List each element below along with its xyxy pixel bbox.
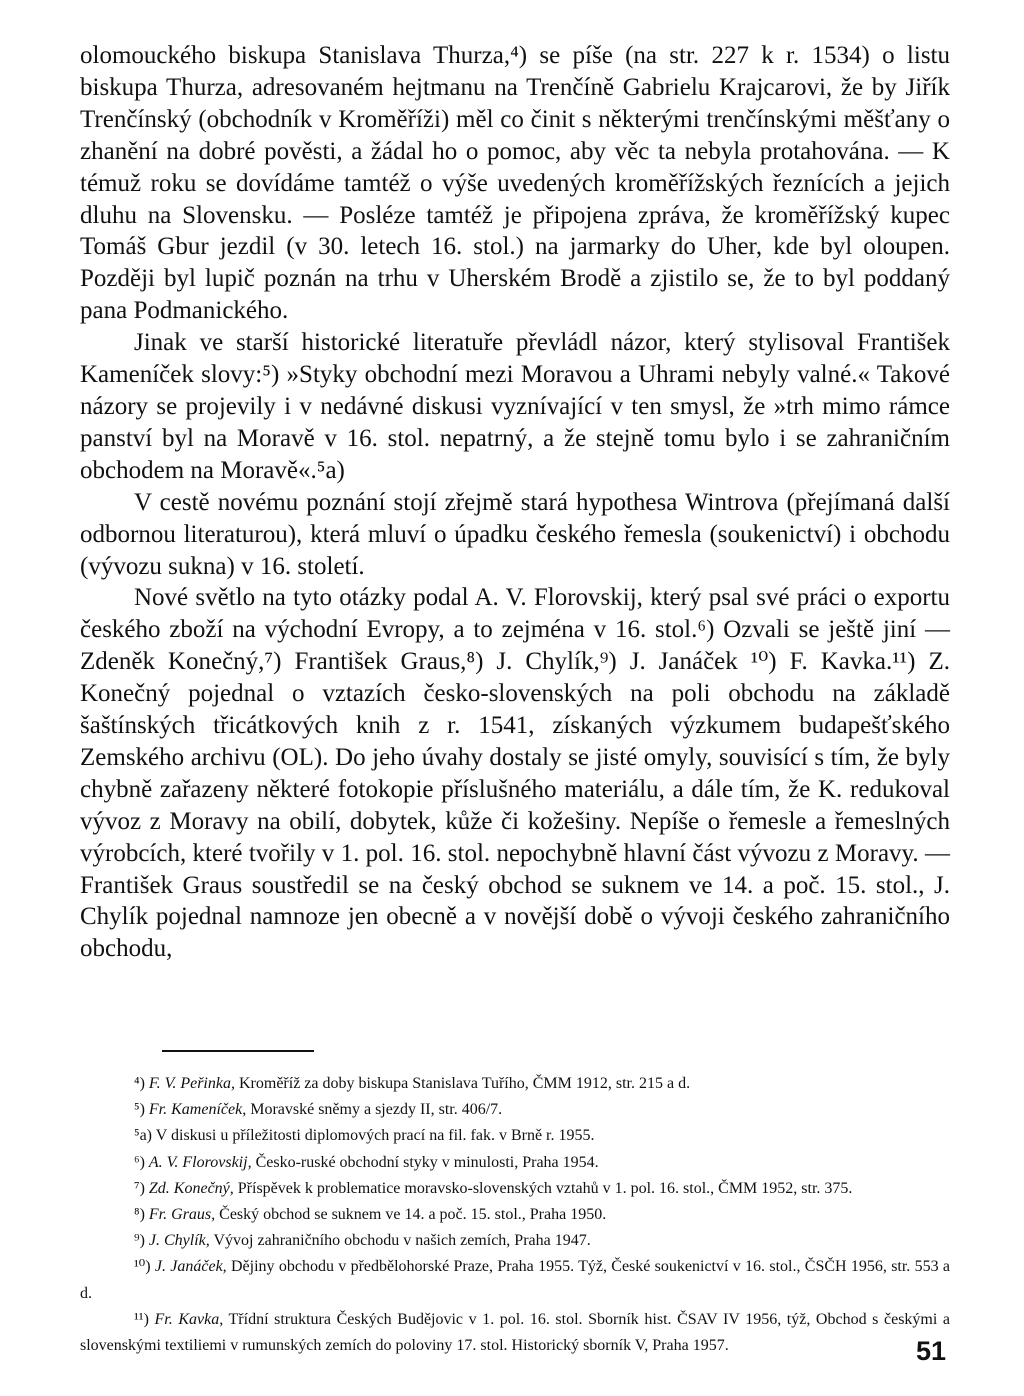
footnote-7 — [80, 1176, 950, 1202]
paragraph-1: olomouckého biskupa Stanislava Thurza,⁴) se píše (na str. 227 k r. 1534) o listu biskupa Thurza, adresovaném hejtmanu na Trenčíně Gabrielu Krajcarovi, že by Jiřík Trenčínský (obchodník v Kroměříži) měl co činit s některými trenčínskými měšťany o zhanění na dobré pověsti, a žádal ho o pomoc, aby věc ta nebyla protahována. — K témuž roku se dovídáme tamtéž o výše uvedených kroměřížských řeznících a jejich dluhu na Slovensku. — Posléze tamtéž je připojena zpráva, že kroměřížský kupec Tomáš Gbur jezdil (v 30. letech 16. stol.) na jarmarky do Uher, kde byl oloupen. Později byl lupič poznán na trhu v Uherském Brodě a zjistilo se, že to byl poddaný pana Podmanického. — [80, 42, 950, 325]
footnote-text: Česko-ruské obchodní styky v minulosti, Praha 1954. — [255, 1153, 599, 1171]
footnote-number: ⁶) — [134, 1153, 145, 1171]
footnote-number: ¹⁰) — [134, 1258, 151, 1276]
footnote-number: ⁸) — [134, 1206, 145, 1224]
footnote-9 — [80, 1228, 950, 1254]
footnote-number: ⁵a) — [134, 1127, 153, 1145]
body-text — [80, 40, 950, 965]
footnote-text: Kroměříž za doby biskupa Stanislava Tuřího, ČMM 1912, str. 215 a d. — [238, 1075, 691, 1092]
footnote-text: Příspěvek k problematice moravsko-slovenských vztahů v 1. pol. 16. stol., ČMM 1952, str. 375. — [237, 1179, 853, 1197]
footnote-4 — [80, 1071, 950, 1097]
footnote-author: A. V. Florovskij, — [148, 1153, 252, 1171]
footnote-8 — [80, 1202, 950, 1228]
paragraph-3: V cestě novému poznání stojí zřejmě stará hypothesa Wintrova (přejímaná další odbornou literaturou), která mluví o úpadku českého řemesla (soukenictví) i obchodu (vývozu sukna) v 16. století. — [80, 488, 950, 580]
footnote-text: Třídní struktura Českých Budějovic v 1. pol. 16. stol. Sborník hist. ČSAV IV 1956, týž, Obchod s českými a slovenskými textiliemi v rumunských zemích do poloviny 17. stol. Historický sborník V, Praha 1957. — [80, 1310, 951, 1355]
footnote-author: Fr. Graus, — [148, 1206, 216, 1224]
footnote-6 — [80, 1150, 950, 1176]
footnote-11 — [80, 1307, 950, 1359]
page-number: 51 — [915, 1336, 946, 1366]
footnote-text: Vývoj zahraničního obchodu v našich zemích, Praha 1947. — [213, 1232, 591, 1250]
paragraph-4: Nové světlo na tyto otázky podal A. V. Florovskij, který psal své práci o exportu českého zboží na východní Evropy, a to zejména v 16. stol.⁶) Ozvali se ještě jiní — Zdeněk Konečný,⁷) František Graus,⁸) J. Chylík,⁹) J. Janáček ¹⁰) F. Kavka.¹¹) Z. Konečný pojednal o vztazích česko-slovenských na poli obchodu na základě šaštínských třicátkových knih z r. 1541, získaných výzkumem budapešťského Zemského archivu (OL). Do jeho úvahy dostaly se jisté omyly, souvisící s tím, že byly chybně zařazeny některé fotokopie příslušného materiálu, a dále tím, že K. redukoval vývoz z Moravy na obilí, dobytek, kůže či kožešiny. Nepíše o řemesle a řemeslných výrobcích, které tvořily v 1. pol. 16. stol. nepochybně hlavní část vývozu z Moravy. — František Graus soustředil se na český obchod se suknem ve 14. a poč. 15. stol., J. Chylík pojednal namnoze jen obecně a v novější době o vývoji českého zahraničního obchodu, — [80, 584, 950, 963]
footnote-number: ¹¹) — [134, 1310, 149, 1328]
footnote-number: ⁵) — [134, 1101, 145, 1119]
footnote-author: F. V. Peřinka, — [148, 1075, 235, 1092]
footnote-author: Zd. Konečný, — [148, 1179, 234, 1197]
footnote-author: Fr. Kameníček, — [148, 1101, 247, 1119]
footnote-author: Fr. Kavka, — [154, 1310, 224, 1328]
footnote-number: ⁴) — [134, 1075, 145, 1092]
footnote-author: J. Chylík, — [148, 1232, 210, 1250]
footnote-number: ⁷) — [134, 1179, 145, 1197]
footnote-5a — [80, 1123, 950, 1149]
footnote-text: Dějiny obchodu v předbělohorské Praze, Praha 1955. Týž, České soukenictví v 16. stol., ČSČH 1956, str. 553 a d. — [80, 1258, 951, 1302]
footnotes — [80, 1071, 950, 1359]
footnote-text: Moravské sněmy a sjezdy II, str. 406/7. — [250, 1101, 503, 1119]
footnote-10 — [80, 1254, 950, 1306]
footnote-text: V diskusi u příležitosti diplomových prací na fil. fak. v Brně r. 1955. — [155, 1127, 595, 1145]
paragraph-2: Jinak ve starší historické literatuře převládl názor, který stylisoval František Kameníček slovy:⁵) »Styky obchodní mezi Moravou a Uhrami nebyly valné.« Takové názory se projevily i v nedávné diskusi vyznívající v ten smysl, že »trh mimo rámce panství byl na Moravě v 16. stol. nepatrný, a že stejně tomu bylo i se zahraničním obchodem na Moravě«.⁵a) — [80, 329, 950, 484]
footnote-number: ⁹) — [134, 1232, 145, 1250]
footnote-text: Český obchod se suknem ve 14. a poč. 15. stol., Praha 1950. — [219, 1206, 607, 1224]
footnote-divider — [162, 1050, 314, 1052]
footnote-5 — [80, 1097, 950, 1123]
footnote-author: J. Janáček, — [154, 1258, 227, 1276]
